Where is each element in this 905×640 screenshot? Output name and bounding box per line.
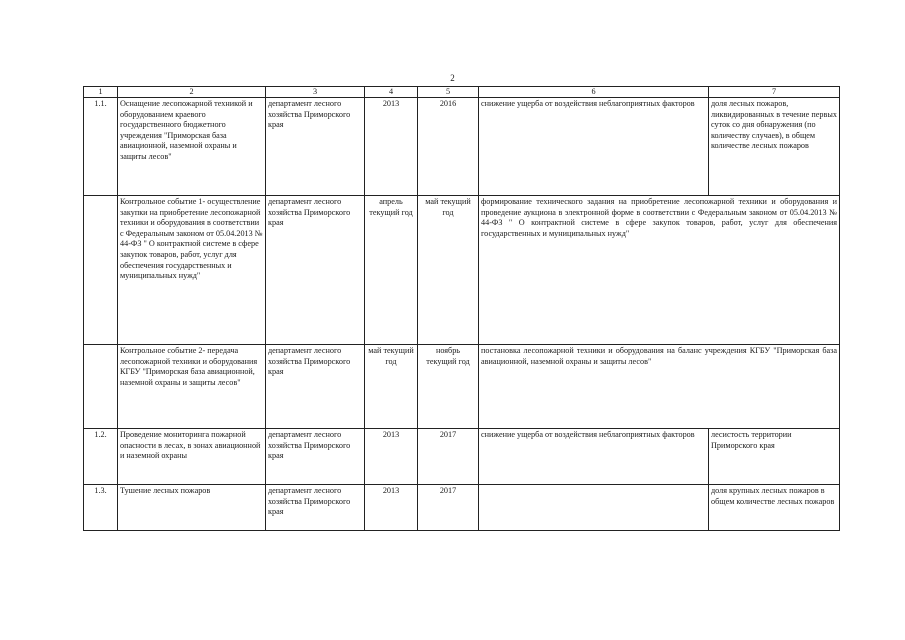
table-row (84, 345, 840, 429)
executor: департамент лесного хозяйства Приморского края (266, 98, 365, 196)
measures-table (83, 86, 840, 531)
row-number: 1.2. (84, 429, 118, 485)
end-date: ноябрь текущий год (418, 345, 479, 429)
measure-name: Контрольное событие 2- передача лесопожарной техники и оборудования КГБУ "Приморская база авиационной, наземной охраны и защиты лесов" (118, 345, 266, 429)
expected-result (479, 485, 709, 531)
indicator: лесистость территории Приморского края (709, 429, 840, 485)
end-date: май текущий год (418, 196, 479, 345)
start-date: 2013 (365, 485, 418, 531)
expected-result: постановка лесопожарной техники и оборудования на баланс учреждения КГБУ "Приморская база авиационной, наземной охраны и защиты лесов" (479, 345, 840, 429)
start-date: май текущий год (365, 345, 418, 429)
executor: департамент лесного хозяйства Приморского края (266, 485, 365, 531)
executor: департамент лесного хозяйства Приморского края (266, 196, 365, 345)
row-number: 1.3. (84, 485, 118, 531)
expected-result: формирование технического задания на приобретение лесопожарной техники и оборудования и проведение аукциона в электронной форме в соответствии с Федеральным законом от 05.04.2013 № 44-ФЗ " О контрактной системе в сфере закупок товаров, работ, услуг для обеспечения государственных и муниципальных нужд" (479, 196, 840, 345)
column-header: 2 (118, 87, 266, 98)
row-number (84, 345, 118, 429)
table-row (84, 196, 840, 345)
column-header: 6 (479, 87, 709, 98)
expected-result: снижение ущерба от воздействия неблагоприятных факторов (479, 98, 709, 196)
column-number-row (84, 87, 840, 98)
row-number (84, 196, 118, 345)
table-row (84, 485, 840, 531)
executor: департамент лесного хозяйства Приморского края (266, 429, 365, 485)
table-row (84, 98, 840, 196)
indicator: доля крупных лесных пожаров в общем количестве лесных пожаров (709, 485, 840, 531)
column-header: 5 (418, 87, 479, 98)
column-header: 7 (709, 87, 840, 98)
start-date: 2013 (365, 429, 418, 485)
expected-result: снижение ущерба от воздействия неблагоприятных факторов (479, 429, 709, 485)
table-row (84, 429, 840, 485)
executor: департамент лесного хозяйства Приморского края (266, 345, 365, 429)
start-date: 2013 (365, 98, 418, 196)
row-number: 1.1. (84, 98, 118, 196)
measure-name: Проведение мониторинга пожарной опасности в лесах, в зонах авиационной и наземной охраны (118, 429, 266, 485)
measure-name: Тушение лесных пожаров (118, 485, 266, 531)
measure-name: Контрольное событие 1- осуществление закупки на приобретение лесопожарной техники и оборудования в соответствии с Федеральным законом от 05.04.2013 № 44-ФЗ " О контрактной системе в сфере закупок товаров, работ, услуг для обеспечения государственных и муниципальных нужд" (118, 196, 266, 345)
end-date: 2017 (418, 429, 479, 485)
end-date: 2017 (418, 485, 479, 531)
column-header: 3 (266, 87, 365, 98)
indicator: доля лесных пожаров, ликвидированных в течение первых суток со дня обнаружения (по количеству случаев), в общем количестве лесных пожаров (709, 98, 840, 196)
end-date: 2016 (418, 98, 479, 196)
page-number: 2 (450, 73, 455, 83)
column-header: 4 (365, 87, 418, 98)
start-date: апрель текущий год (365, 196, 418, 345)
column-header: 1 (84, 87, 118, 98)
measure-name: Оснащение лесопожарной техникой и оборудованием краевого государственного бюджетного учреждения "Приморская база авиационной, наземной охраны и защиты лесов" (118, 98, 266, 196)
